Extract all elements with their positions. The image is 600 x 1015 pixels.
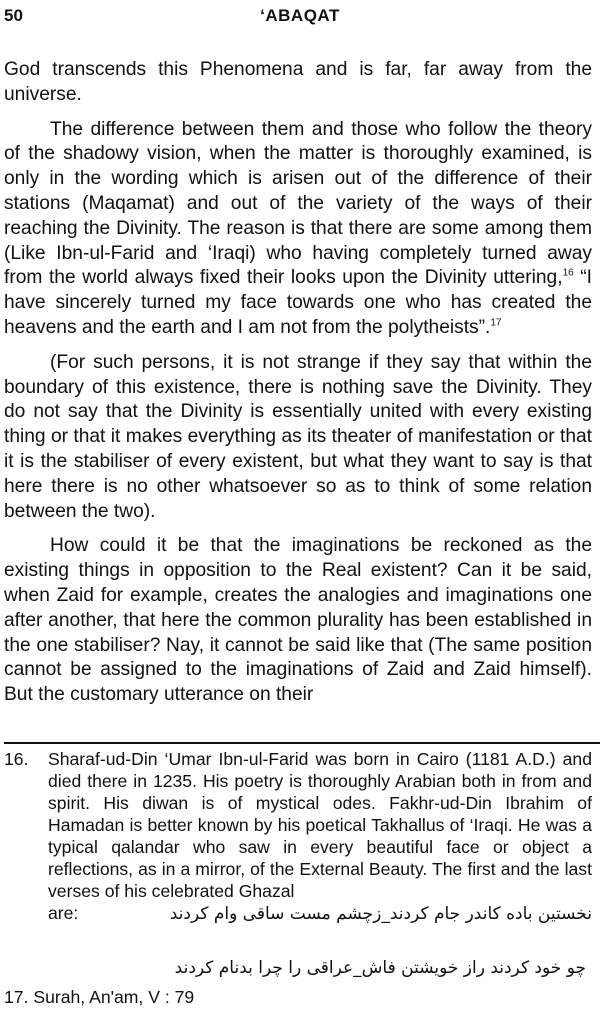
persian-verse-1: نخستین باده کاندر جام کردند_زچشم مست ساقی وام کردند bbox=[169, 904, 592, 924]
paragraph-2-text-a: The difference between them and those who follow the theory of the shadowy vision, when the matter is thoroughly examined, is only in the wording which is arisen out of the difference of their stations (Maqamat) and out of the variety of the ways of their reaching the Divinity. The reason is that there are some among them (Like Ibn-ul-Farid and ‘Iraqi) who having completely turned away from the world always fixed their looks upon the Divinity uttering, bbox=[4, 118, 592, 289]
paragraph-3: (For such persons, it is not strange if they say that within the boundary of this existence, there is nothing save the Divinity. They do not say that the Divinity is essentially united with every existing thing or that it makes everything as its theater of manifestation or that it is the stabiliser of every existent, but what they want to say is that here there is no other whatsoever so as to think of some relation between the two). bbox=[4, 351, 592, 522]
footnote-ref-16: 16 bbox=[562, 267, 574, 279]
paragraph-2-text-b: “I have sincerely turned my face towards one who has created the heavens and the earth and I am not from the polytheists”. bbox=[4, 267, 592, 338]
persian-verse-2: چو خود کردند راز خویشتن فاش_عراقی را چرا بدنام کردند bbox=[174, 958, 586, 978]
footnote-16 bbox=[4, 748, 592, 925]
page-number: 50 bbox=[4, 6, 23, 25]
page-header bbox=[4, 6, 596, 32]
footnote-16-are: are: bbox=[48, 903, 79, 923]
running-title: ‘ABAQAT bbox=[260, 6, 340, 25]
footnote-16-text: Sharaf-ud-Din ‘Umar Ibn-ul-Farid was born in Cairo (1181 A.D.) and died there in 1235. His poetry is thoroughly Arabian both in from and spirit. His diwan is of mystical odes. Fakhr-ud-Din Ibrahim of Hamadan is better known by his poetical Takhallus of ‘Iraqi. He was a typical qalandar who saw in every beautiful face or object a reflections, as in a mirror, of the External Beauty. The first and the last verses of his celebrated Ghazal bbox=[48, 749, 592, 901]
paragraph-4: How could it be that the imaginations be reckoned as the existing things in opposition to the Real existent? Can it be said, when Zaid for example, creates the analogies and imaginations one after another, that here the common plurality has been established in the one stabiliser? Nay, it cannot be said like that (The same position cannot be assigned to the imaginations of Zaid and Zaid himself). But the customary utterance on their bbox=[4, 535, 592, 706]
paragraph-2 bbox=[4, 118, 592, 341]
footnote-ref-17: 17 bbox=[490, 317, 502, 329]
paragraph-1: God transcends this Phenomena and is far, far away from the universe. bbox=[4, 59, 592, 105]
footnote-16-verse-line bbox=[48, 902, 592, 925]
body-text bbox=[4, 58, 592, 718]
footnote-16-number: 16. bbox=[4, 749, 29, 769]
footnote-17: 17. Surah, An'am, V : 79 bbox=[4, 987, 195, 1007]
footnote-16-body bbox=[48, 748, 592, 925]
footnote-divider bbox=[4, 742, 600, 744]
